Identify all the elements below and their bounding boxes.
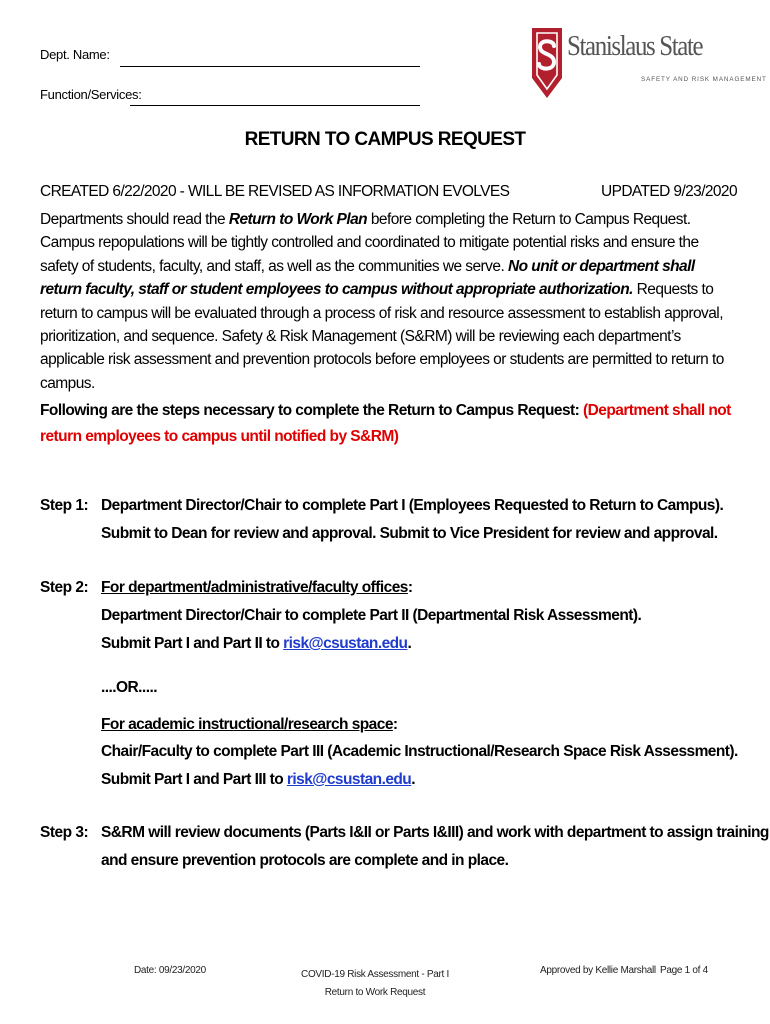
dept-name-field[interactable] xyxy=(120,66,420,67)
footer-approved-by: Approved by Kellie Marshall xyxy=(540,965,656,976)
footer-page-number: Page 1 of 4 xyxy=(660,965,708,976)
offices-heading: For department/administrative/faculty offices xyxy=(101,579,408,596)
step-3-line-1: S&RM will review documents (Parts I&II or Parts I&III) and work with department to assign training xyxy=(101,824,769,841)
step-3-line-2: and ensure prevention protocols are complete and in place. xyxy=(101,852,509,869)
step-2-line-a1: Department Director/Chair to complete Part II (Departmental Risk Assessment). xyxy=(101,607,642,624)
step-2-submit-b xyxy=(101,771,415,789)
function-services-field[interactable] xyxy=(130,105,420,106)
submit-a-text: Submit Part I and Part II to xyxy=(101,635,284,652)
step-2-heading-a xyxy=(101,579,412,597)
step-1-label: Step 1: xyxy=(40,497,89,514)
step-3-label: Step 3: xyxy=(40,824,89,841)
step-1-line-1: Department Director/Chair to complete Part I (Employees Requested to Return to Campus). xyxy=(101,497,724,514)
stanislaus-state-logo xyxy=(530,26,767,106)
intro-text-2: before completing the Return to Campus Request. Campus repopulations will be tightly controlled and coordinated to mitigate potential risks and ensure the safety of students, faculty, and staff, as well as the communities we serve. xyxy=(40,211,699,275)
research-space-heading: For academic instructional/research space xyxy=(101,716,393,733)
footer-document xyxy=(290,966,460,1002)
logo-tagline: SAFETY AND RISK MANAGEMENT xyxy=(641,76,767,83)
footer-doc-line-2: Return to Work Request xyxy=(324,987,426,998)
footer-date: Date: 09/23/2020 xyxy=(134,965,206,976)
intro-text-3: Requests to return to campus will be evaluated through a process of risk and resource assessment to establish approval, prioritization, and sequence. Safety & Risk Management (S&RM) will be reviewing each department’s applicable risk assessment and prevention protocols before employees or students are permitted to return to campus. xyxy=(40,281,724,392)
steps-intro xyxy=(40,398,734,450)
step-2-submit-a xyxy=(101,635,411,653)
submit-b-period: . xyxy=(411,771,415,788)
shield-icon xyxy=(530,26,564,100)
steps-intro-warning: (Department shall not return employees to campus until notified by S&RM) xyxy=(40,402,731,445)
email-link-2[interactable]: risk@csustan.edu xyxy=(286,771,412,788)
authorization-warning: No unit or department shall return faculty, staff or student employees to campus without appropriate authorization. xyxy=(40,257,695,299)
function-services-label: Function/Services: xyxy=(40,87,142,102)
updated-date: UPDATED 9/23/2020 xyxy=(601,183,737,200)
steps-intro-text: Following are the steps necessary to complete the Return to Campus Request: xyxy=(40,402,584,419)
email-link-1[interactable]: risk@csustan.edu xyxy=(283,635,408,652)
footer-doc-line-1: COVID-19 Risk Assessment - Part I xyxy=(301,969,449,980)
intro-paragraph xyxy=(40,208,734,395)
submit-b-text: Submit Part I and Part III to xyxy=(101,771,287,788)
step-2-heading-b xyxy=(101,716,398,734)
intro-text-1: Departments should read the xyxy=(40,211,229,228)
page-title: RETURN TO CAMPUS REQUEST xyxy=(244,129,526,150)
step-1-line-2: Submit to Dean for review and approval. Submit to Vice President for review and approval. xyxy=(101,525,718,542)
research-heading-colon: : xyxy=(392,716,398,733)
submit-a-period: . xyxy=(407,635,412,652)
step-2-or: ....OR..... xyxy=(101,679,157,696)
return-to-work-plan-ref: Return to Work Plan xyxy=(228,211,368,228)
step-2-line-b1: Chair/Faculty to complete Part III (Academic Instructional/Research Space Risk Assessment). xyxy=(101,743,738,760)
logo-wordmark: Stanislaus State xyxy=(567,30,703,62)
offices-heading-colon: : xyxy=(407,579,413,596)
dept-name-label: Dept. Name: xyxy=(40,47,110,62)
step-2-label: Step 2: xyxy=(40,579,89,596)
created-date: CREATED 6/22/2020 - WILL BE REVISED AS INFORMATION EVOLVES xyxy=(40,183,510,200)
